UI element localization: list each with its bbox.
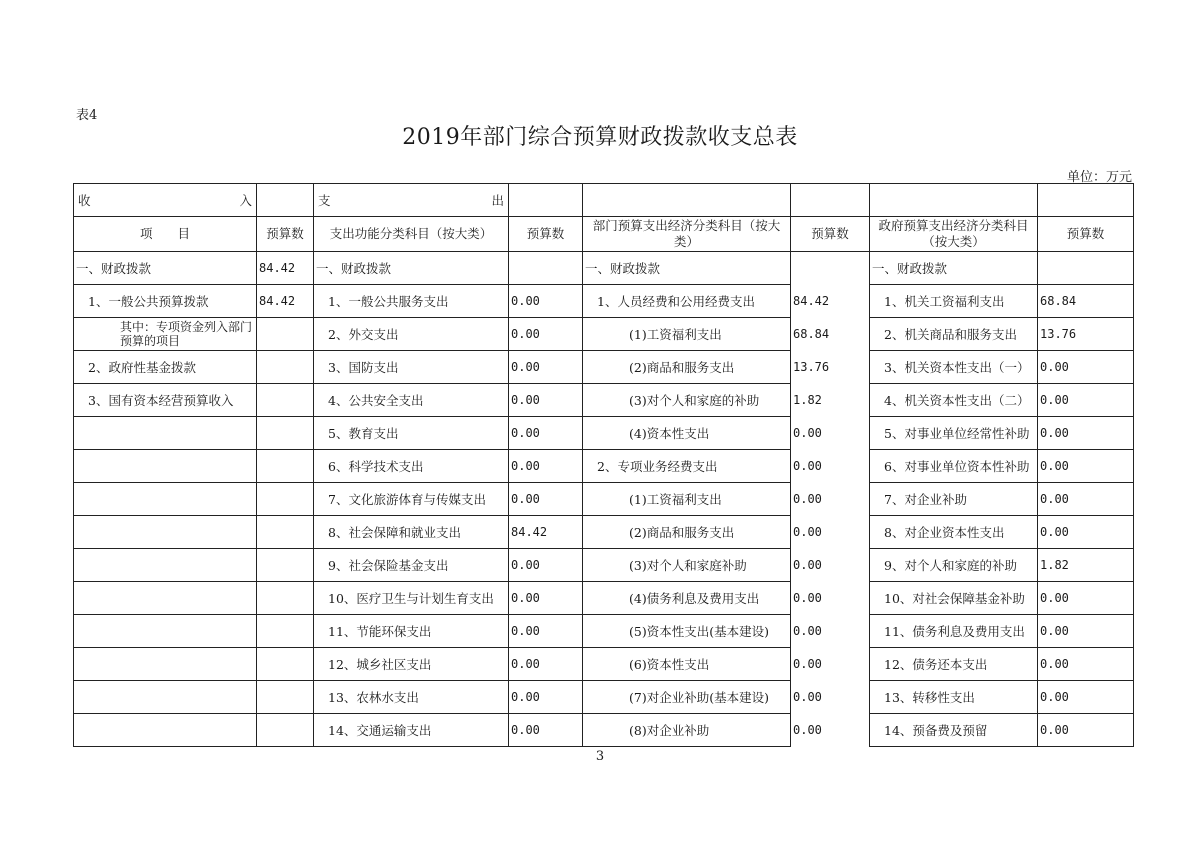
gov-amount-cell: 0.00 xyxy=(1038,615,1134,648)
gov-econ-cell: 14、预备费及预留 xyxy=(870,714,1038,747)
dept-econ-cell: (5)资本性支出(基本建设) xyxy=(583,615,791,648)
table-row xyxy=(74,417,1134,450)
income-item-cell xyxy=(74,615,257,648)
dept-amount-cell: 13.76 xyxy=(791,351,870,384)
gov-econ-cell: 5、对事业单位经常性补助 xyxy=(870,417,1038,450)
func-class-cell: 1、一般公共服务支出 xyxy=(314,285,509,318)
func-amount-cell: 0.00 xyxy=(509,351,583,384)
income-item-cell: 一、财政拨款 xyxy=(74,252,257,285)
dept-amount-cell: 0.00 xyxy=(791,417,870,450)
dept-econ-cell: 一、财政拨款 xyxy=(583,252,791,285)
col-header-gov-econ: 政府预算支出经济分类科目（按大类） xyxy=(870,217,1038,252)
income-item-cell: 其中：专项资金列入部门预算的项目 xyxy=(74,318,257,351)
dept-econ-cell: (2)商品和服务支出 xyxy=(583,351,791,384)
income-amount-cell xyxy=(257,516,314,549)
income-amount-cell xyxy=(257,582,314,615)
income-header-a: 收 xyxy=(78,193,91,208)
income-item-cell xyxy=(74,483,257,516)
dept-econ-cell: (4)债务利息及费用支出 xyxy=(583,582,791,615)
income-item-cell xyxy=(74,417,257,450)
table-row xyxy=(74,285,1134,318)
income-item-cell xyxy=(74,681,257,714)
dept-amount-cell: 84.42 xyxy=(791,285,870,318)
table-row xyxy=(74,714,1134,747)
header-blank xyxy=(791,184,870,217)
gov-econ-cell: 8、对企业资本性支出 xyxy=(870,516,1038,549)
income-item-cell xyxy=(74,648,257,681)
dept-econ-cell: 2、专项业务经费支出 xyxy=(583,450,791,483)
gov-amount-cell: 0.00 xyxy=(1038,384,1134,417)
col-header-budget: 预算数 xyxy=(257,217,314,252)
gov-amount-cell: 68.84 xyxy=(1038,285,1134,318)
gov-amount-cell: 0.00 xyxy=(1038,681,1134,714)
table-row xyxy=(74,681,1134,714)
gov-amount-cell: 0.00 xyxy=(1038,714,1134,747)
func-amount-cell: 0.00 xyxy=(509,450,583,483)
func-class-cell: 9、社会保险基金支出 xyxy=(314,549,509,582)
income-amount-cell xyxy=(257,714,314,747)
func-class-cell: 2、外交支出 xyxy=(314,318,509,351)
dept-econ-cell: (6)资本性支出 xyxy=(583,648,791,681)
func-amount-cell: 0.00 xyxy=(509,417,583,450)
dept-econ-cell: (3)对个人和家庭补助 xyxy=(583,549,791,582)
func-amount-cell: 0.00 xyxy=(509,483,583,516)
dept-amount-cell: 1.82 xyxy=(791,384,870,417)
page-number: 3 xyxy=(595,749,605,764)
income-amount-cell xyxy=(257,417,314,450)
table-row xyxy=(74,648,1134,681)
func-amount-cell: 0.00 xyxy=(509,549,583,582)
header-blank xyxy=(1038,184,1134,217)
func-class-cell: 11、节能环保支出 xyxy=(314,615,509,648)
income-item-cell: 1、一般公共预算拨款 xyxy=(74,285,257,318)
gov-econ-cell: 10、对社会保障基金补助 xyxy=(870,582,1038,615)
func-class-cell: 3、国防支出 xyxy=(314,351,509,384)
income-amount-cell xyxy=(257,483,314,516)
gov-amount-cell: 0.00 xyxy=(1038,648,1134,681)
gov-econ-cell: 一、财政拨款 xyxy=(870,252,1038,285)
func-amount-cell: 0.00 xyxy=(509,384,583,417)
header-blank xyxy=(257,184,314,217)
dept-econ-cell: (3)对个人和家庭的补助 xyxy=(583,384,791,417)
expense-header-b: 出 xyxy=(491,193,504,208)
gov-amount-cell: 0.00 xyxy=(1038,351,1134,384)
gov-amount-cell: 1.82 xyxy=(1038,549,1134,582)
income-header xyxy=(74,184,257,217)
func-amount-cell: 0.00 xyxy=(509,582,583,615)
func-class-cell: 12、城乡社区支出 xyxy=(314,648,509,681)
gov-amount-cell: 0.00 xyxy=(1038,450,1134,483)
dept-amount-cell: 0.00 xyxy=(791,714,870,747)
unit-label: 单位：万元 xyxy=(1066,170,1132,185)
func-amount-cell: 0.00 xyxy=(509,681,583,714)
header-blank xyxy=(583,184,791,217)
expense-header-a: 支 xyxy=(318,193,331,208)
dept-amount-cell: 0.00 xyxy=(791,516,870,549)
dept-econ-cell: 1、人员经费和公用经费支出 xyxy=(583,285,791,318)
gov-econ-cell: 9、对个人和家庭的补助 xyxy=(870,549,1038,582)
func-class-cell: 14、交通运输支出 xyxy=(314,714,509,747)
func-class-cell: 5、教育支出 xyxy=(314,417,509,450)
income-header-b: 入 xyxy=(239,193,252,208)
dept-amount-cell: 0.00 xyxy=(791,549,870,582)
col-header-budget: 预算数 xyxy=(1038,217,1134,252)
gov-amount-cell: 0.00 xyxy=(1038,417,1134,450)
func-class-cell: 一、财政拨款 xyxy=(314,252,509,285)
income-item-cell xyxy=(74,549,257,582)
income-amount-cell xyxy=(257,351,314,384)
table-label: 表4 xyxy=(76,108,98,123)
income-item-cell: 2、政府性基金拨款 xyxy=(74,351,257,384)
func-amount-cell: 0.00 xyxy=(509,648,583,681)
gov-econ-cell: 12、债务还本支出 xyxy=(870,648,1038,681)
dept-amount-cell: 0.00 xyxy=(791,648,870,681)
col-header-budget: 预算数 xyxy=(791,217,870,252)
header-blank xyxy=(870,184,1038,217)
table-row xyxy=(74,582,1134,615)
gov-econ-cell: 4、机关资本性支出（二） xyxy=(870,384,1038,417)
gov-econ-cell: 7、对企业补助 xyxy=(870,483,1038,516)
func-class-cell: 7、文化旅游体育与传媒支出 xyxy=(314,483,509,516)
func-amount-cell xyxy=(509,252,583,285)
income-item-cell xyxy=(74,516,257,549)
dept-econ-cell: (8)对企业补助 xyxy=(583,714,791,747)
income-item-cell: 3、国有资本经营预算收入 xyxy=(74,384,257,417)
table-row xyxy=(74,516,1134,549)
func-class-cell: 6、科学技术支出 xyxy=(314,450,509,483)
table-row xyxy=(74,318,1134,351)
col-header-item: 项 目 xyxy=(74,217,257,252)
income-amount-cell: 84.42 xyxy=(257,252,314,285)
dept-amount-cell: 68.84 xyxy=(791,318,870,351)
gov-econ-cell: 2、机关商品和服务支出 xyxy=(870,318,1038,351)
income-amount-cell xyxy=(257,681,314,714)
func-amount-cell: 0.00 xyxy=(509,714,583,747)
table-row xyxy=(74,483,1134,516)
income-amount-cell xyxy=(257,549,314,582)
header-blank xyxy=(509,184,583,217)
income-item-cell xyxy=(74,582,257,615)
gov-econ-cell: 11、债务利息及费用支出 xyxy=(870,615,1038,648)
col-header-func-class: 支出功能分类科目（按大类） xyxy=(314,217,509,252)
col-header-budget: 预算数 xyxy=(509,217,583,252)
dept-amount-cell: 0.00 xyxy=(791,450,870,483)
gov-econ-cell: 3、机关资本性支出（一） xyxy=(870,351,1038,384)
table-row xyxy=(74,450,1134,483)
func-amount-cell: 0.00 xyxy=(509,615,583,648)
gov-amount-cell: 0.00 xyxy=(1038,483,1134,516)
gov-amount-cell: 0.00 xyxy=(1038,582,1134,615)
income-item-cell xyxy=(74,450,257,483)
func-class-cell: 8、社会保障和就业支出 xyxy=(314,516,509,549)
income-item-cell xyxy=(74,714,257,747)
income-amount-cell xyxy=(257,450,314,483)
dept-econ-cell: (1)工资福利支出 xyxy=(583,318,791,351)
dept-amount-cell: 0.00 xyxy=(791,615,870,648)
income-amount-cell xyxy=(257,615,314,648)
gov-amount-cell: 13.76 xyxy=(1038,318,1134,351)
func-amount-cell: 0.00 xyxy=(509,318,583,351)
table-row xyxy=(74,615,1134,648)
func-amount-cell: 84.42 xyxy=(509,516,583,549)
expense-header xyxy=(314,184,509,217)
gov-econ-cell: 1、机关工资福利支出 xyxy=(870,285,1038,318)
dept-amount-cell: 0.00 xyxy=(791,582,870,615)
table-row xyxy=(74,384,1134,417)
income-amount-cell xyxy=(257,318,314,351)
dept-amount-cell: 0.00 xyxy=(791,483,870,516)
func-amount-cell: 0.00 xyxy=(509,285,583,318)
dept-econ-cell: (7)对企业补助(基本建设) xyxy=(583,681,791,714)
func-class-cell: 13、农林水支出 xyxy=(314,681,509,714)
gov-econ-cell: 6、对事业单位资本性补助 xyxy=(870,450,1038,483)
table-row xyxy=(74,549,1134,582)
func-class-cell: 10、医疗卫生与计划生育支出 xyxy=(314,582,509,615)
budget-summary-table xyxy=(73,183,1134,747)
gov-amount-cell xyxy=(1038,252,1134,285)
table-row xyxy=(74,351,1134,384)
dept-econ-cell: (4)资本性支出 xyxy=(583,417,791,450)
table-row xyxy=(74,252,1134,285)
header-row xyxy=(74,217,1134,252)
dept-econ-cell: (2)商品和服务支出 xyxy=(583,516,791,549)
func-class-cell: 4、公共安全支出 xyxy=(314,384,509,417)
page-title: 2019年部门综合预算财政拨款收支总表 xyxy=(402,125,798,150)
col-header-dept-econ: 部门预算支出经济分类科目（按大类） xyxy=(583,217,791,252)
dept-econ-cell: (1)工资福利支出 xyxy=(583,483,791,516)
dept-amount-cell xyxy=(791,252,870,285)
income-amount-cell xyxy=(257,648,314,681)
income-amount-cell: 84.42 xyxy=(257,285,314,318)
dept-amount-cell: 0.00 xyxy=(791,681,870,714)
income-amount-cell xyxy=(257,384,314,417)
gov-amount-cell: 0.00 xyxy=(1038,516,1134,549)
gov-econ-cell: 13、转移性支出 xyxy=(870,681,1038,714)
header-row-top xyxy=(74,184,1134,217)
